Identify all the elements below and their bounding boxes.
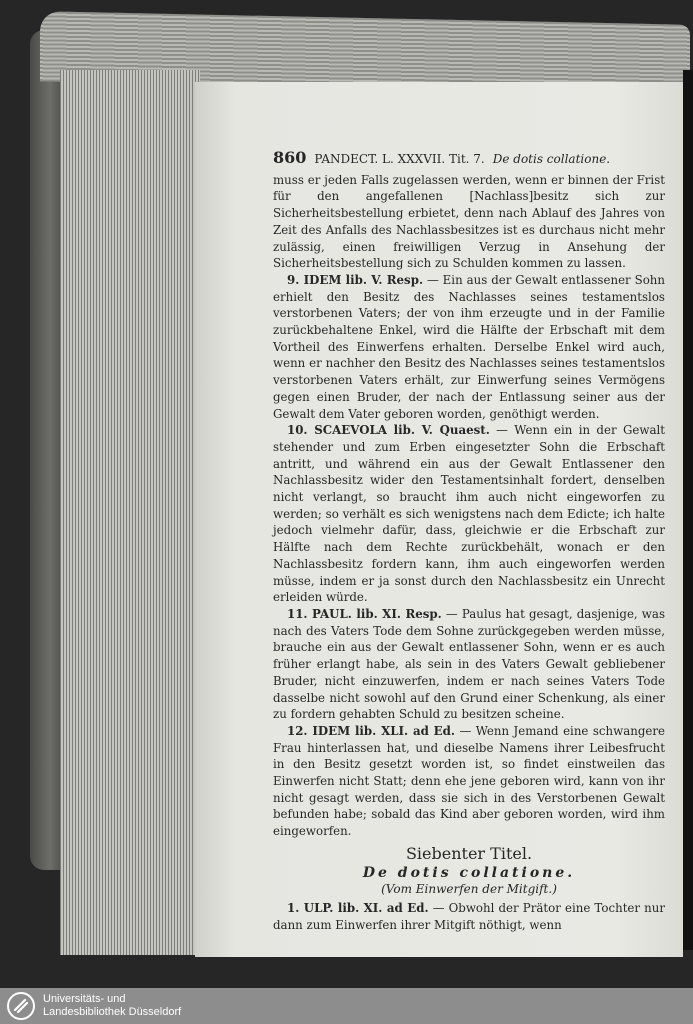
- page-number: 860: [273, 148, 307, 167]
- running-title: PANDECT. L. XXXVII. Tit. 7.: [314, 152, 485, 166]
- running-topic: De dotis collatione.: [492, 152, 611, 166]
- footer-text[interactable]: [43, 993, 181, 1019]
- page-text: [273, 150, 665, 933]
- library-footer: [0, 988, 693, 1024]
- paragraph: 9. IDEM lib. V. Resp. — Ein aus der Gewalt entlassener Sohn erhielt den Besitz des Nachlasses seines testamentslos verstorbenen Vaters; der von ihm erzeugte und in der Familie zurückbehaltene Enkel, wird die Hälfte der Erbschaft mit dem Vortheil des Einwerfens erhalten. Derselbe Enkel wird auch, wenn er nachher den Besitz des Nachlasses seines testamentslos verstorbenen Vaters erhält, zur Einwerfung seines Vermögens gegen einen Bruder, der nach der Entlassung seiner aus der Gewalt dem Vater geboren worden, genöthigt werden.: [273, 272, 665, 421]
- section-latin-title: De dotis collatione.: [362, 864, 576, 881]
- running-head: [273, 150, 665, 168]
- section-german-title: (Vom Einwerfen der Mitgift.): [381, 882, 557, 897]
- paragraph: 12. IDEM lib. XLI. ad Ed. — Wenn Jemand eine schwangere Frau hinterlassen hat, und dieselbe Namens ihrer Leibesfrucht in den Besitz gesetzt worden ist, so findet einstweilen das Einwerfen nicht Statt; denn ehe jene geboren wird, kann von ihr nicht gesagt werden, dass sie sich in des Verstorbenen Gewalt befunden habe; sobald das Kind aber geboren worden, wird ihm eingeworfen.: [273, 723, 665, 839]
- right-shadow: [683, 70, 693, 950]
- paragraph: 10. SCAEVOLA lib. V. Quaest. — Wenn ein in der Gewalt stehender und zum Erben eingesetzter Sohn die Erbschaft antritt, und während ein aus der Gewalt Entlassener den Nachlassbesitz wider den Testamentsinhalt fordert, denselben nicht verlangt, so braucht ihm auch nicht eingeworfen zu werden; so verhält es sich wenigstens nach dem Edicte; ich halte jedoch vielmehr dafür, dass, gleichwie er die Erbschaft zur Hälfte nach dem Rechte zurückbehält, wonach er den Nachlassbesitz fordern kann, ihm auch eingeworfen werden müsse, indem er ja sonst durch den Nachlassbesitz ein Unrecht erleiden würde.: [273, 423, 665, 605]
- page-edges: [60, 70, 200, 955]
- paragraph: 11. PAUL. lib. XI. Resp. — Paulus hat gesagt, dasjenige, was nach des Vaters Tode dem Sohne zurückgegeben werden müsse, brauche ein aus der Gewalt entlassener Sohn, wenn er es auch früher erlangt habe, als sein in des Vaters Gewalt gebliebener Bruder, nicht einzuwerfen, indem er nach seines Vaters Tode dasselbe nicht sowohl auf den Grund einer Schenkung, als einer zu fordern gehabten Schuld zu besitzen scheine.: [273, 606, 665, 722]
- ulb-logo-icon[interactable]: [7, 992, 35, 1020]
- footer-line2: Landesbibliothek Düsseldorf: [43, 1006, 182, 1018]
- footer-line1: Universitäts- und: [43, 993, 126, 1005]
- book-page: [195, 82, 683, 957]
- section-title: Siebenter Titel.: [405, 843, 533, 863]
- ulb-logo-mark: [12, 997, 30, 1015]
- paragraph: muss er jeden Falls zugelassen werden, wenn er binnen der Frist für den angefallenen [Nachlass]besitz sich zur Sicherheitsbestellung erbietet, denn nach Ablauf des Jahres von Zeit des Anfalls des Nachlassbesitzes ist es durchaus nicht mehr zulässig, einen freiwilligen Verzug in Ansehung der Sicherheitsbestellung sich zu Schulden kommen zu lassen.: [273, 172, 665, 271]
- paragraph: 1. ULP. lib. XI. ad Ed. — Obwohl der Prätor eine Tochter nur dann zum Einwerfen ihrer Mitgift nöthigt, wenn: [273, 900, 665, 932]
